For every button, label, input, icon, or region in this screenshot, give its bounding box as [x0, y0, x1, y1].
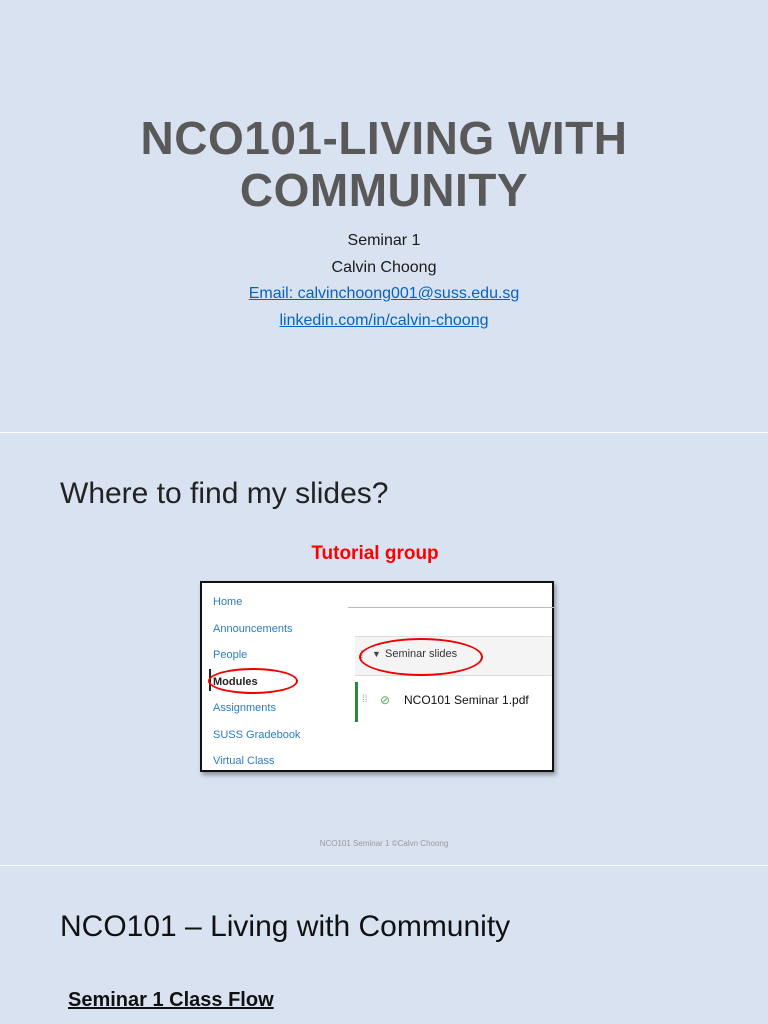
nav-item-virtual-class[interactable]: Virtual Class — [213, 755, 275, 767]
module-item[interactable] — [355, 682, 555, 722]
caret-down-icon[interactable]: ▼ — [372, 649, 381, 659]
slide-heading: NCO101 – Living with Community — [60, 910, 511, 943]
title-line-2: COMMUNITY — [239, 164, 529, 216]
drag-handle-icon[interactable]: ⁞⁞ — [360, 650, 362, 661]
highlight-circle-modules — [208, 668, 298, 694]
tutorial-group-label: Tutorial group — [311, 543, 439, 564]
presenter-info — [0, 228, 768, 334]
slide-class-flow — [0, 866, 768, 1024]
nav-item-people[interactable]: People — [213, 649, 248, 661]
nav-item-assignments[interactable]: Assignments — [213, 702, 276, 714]
email-link[interactable]: Email: calvinchoong001@suss.edu.sg — [248, 285, 520, 302]
class-flow-subheading: Seminar 1 Class Flow — [68, 989, 274, 1011]
slide-footer: NCO101 Seminar 1 ©Calvn Choong — [319, 839, 449, 848]
highlight-circle-seminar-slides — [359, 638, 483, 676]
module-item-title[interactable]: NCO101 Seminar 1.pdf — [404, 693, 529, 707]
slide-heading: Where to find my slides? — [60, 477, 389, 510]
slide-where-to-find — [0, 433, 768, 865]
nav-item-gradebook[interactable]: SUSS Gradebook — [213, 728, 301, 741]
lms-screenshot — [200, 581, 554, 772]
title-line-1: NCO101-LIVING WITH — [140, 112, 628, 164]
linkedin-link[interactable]: linkedin.com/in/calvin-choong — [279, 311, 489, 329]
attachment-icon: ⊘ — [380, 693, 391, 707]
presenter-name: Calvin Choong — [331, 258, 437, 276]
slide-title — [0, 0, 768, 432]
nav-item-announcements[interactable]: Announcements — [213, 622, 293, 635]
seminar-label: Seminar 1 — [347, 232, 421, 249]
content-divider — [348, 607, 554, 608]
slide-title-heading — [0, 112, 768, 216]
drag-handle-icon[interactable]: ⁞⁞ — [362, 694, 368, 705]
nav-item-modules[interactable]: Modules — [213, 675, 258, 688]
nav-item-home[interactable]: Home — [213, 596, 243, 608]
module-title: Seminar slides — [385, 648, 458, 660]
